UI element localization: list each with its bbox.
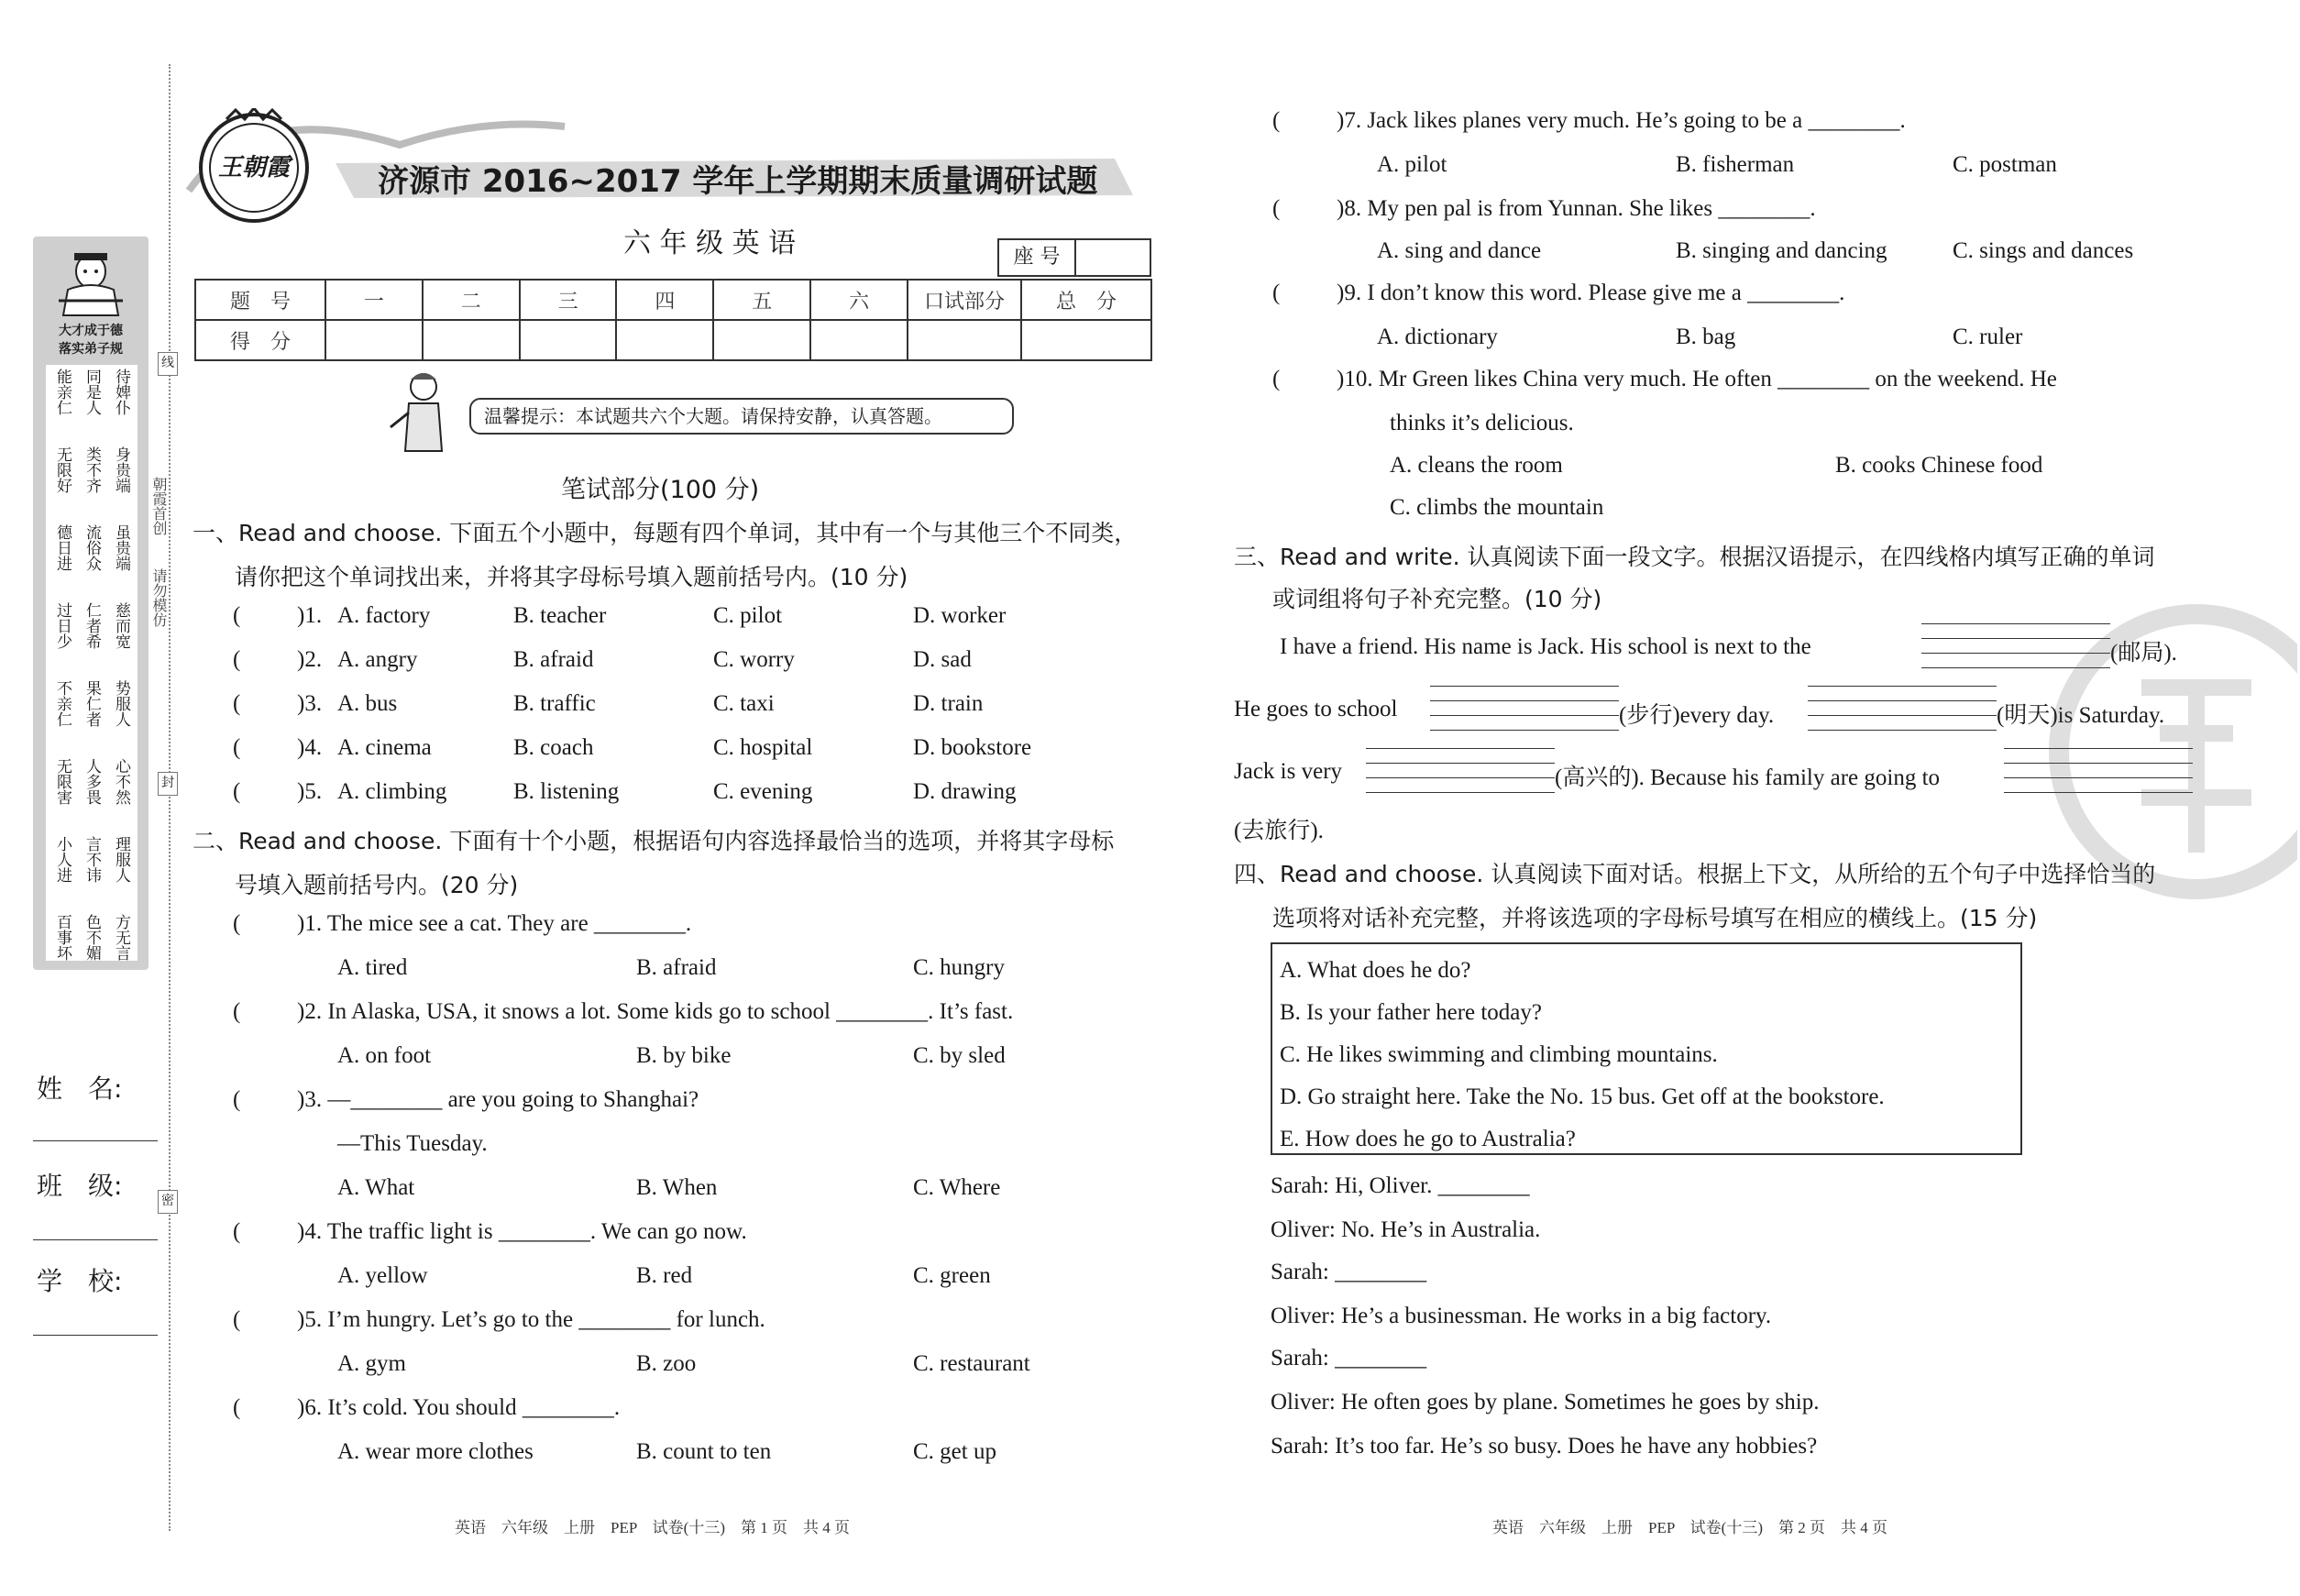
proverb-col: 方无言 xyxy=(113,914,130,961)
s2-q5-c[interactable]: C. restaurant xyxy=(913,1351,1030,1376)
motto-top-2: 落实弟子规 xyxy=(59,342,123,357)
s2-question-2: ( )2. In Alaska, USA, it snows a lot. Some kids go to school ________. It’s fast. xyxy=(233,999,1014,1024)
proverb-col: 心不然 xyxy=(113,758,130,805)
s1-question-5: ( )5. xyxy=(233,779,323,804)
s4-dialogue-line-5: Sarah: ________ xyxy=(1271,1346,1427,1370)
s4-option-b: B. Is your father here today? xyxy=(1280,1000,1542,1025)
score-header-cell: 总 分 xyxy=(1021,280,1151,320)
proverb-col: 慈而宽 xyxy=(113,602,130,649)
subject-title: 六 年 级 英 语 xyxy=(623,227,797,259)
section4-heading: 四、Read and choose. 认真阅读下面对话。根据上下文，从所给的五个句子中选择恰当的 xyxy=(1234,861,2156,887)
section3-heading: 三、Read and write. 认真阅读下面一段文字。根据汉语提示，在四线格内填写正确的单词 xyxy=(1234,544,2155,570)
proverb-col: 过日少 xyxy=(54,602,72,649)
score-cell[interactable] xyxy=(616,320,713,360)
s4-options-box xyxy=(1271,942,2022,1155)
s2-q4-a[interactable]: A. yellow xyxy=(337,1263,428,1288)
proverb-col: 色不媚 xyxy=(83,914,101,961)
s2-stem: )9. I don’t know this word. Please give me a ________. xyxy=(1337,281,1845,305)
s2-stem: )1. The mice see a cat. They are ________. xyxy=(297,911,692,936)
s2-q6-b[interactable]: B. count to ten xyxy=(636,1439,772,1464)
s4-option-d: D. Go straight here. Take the No. 15 bus. Get off at the bookstore. xyxy=(1280,1084,1885,1109)
fold-mark-3: 密 xyxy=(158,1190,178,1214)
s1-num: )3. xyxy=(297,691,323,716)
section1-heading-2: 请你把这个单词找出来，并将其字母标号填入题前括号内。(10 分) xyxy=(235,564,908,590)
s2-question-5: ( )5. I’m hungry. Let’s go to the ________ for lunch. xyxy=(233,1307,765,1332)
score-table-score-row xyxy=(195,320,1151,360)
s2-q3-b[interactable]: B. When xyxy=(636,1175,718,1200)
proverb-col: 果仁者 xyxy=(83,680,101,727)
s1-question-2: ( )2. xyxy=(233,647,323,672)
s1-num: )2. xyxy=(297,647,323,672)
s2-q6-a[interactable]: A. wear more clothes xyxy=(337,1439,534,1464)
motto-top: 大才成于德 xyxy=(59,324,123,338)
s2-q10-c[interactable]: C. climbs the mountain xyxy=(1390,495,1604,520)
s3-writing-grid-2[interactable] xyxy=(1430,686,1619,732)
s2-stem: )3. —________ are you going to Shanghai? xyxy=(297,1087,699,1112)
s2-stem: )7. Jack likes planes very much. He’s going to be a ________. xyxy=(1337,108,1906,133)
tip-bubble xyxy=(469,398,1014,435)
s1-num: )5. xyxy=(297,779,323,804)
s2-q1-a[interactable]: A. tired xyxy=(337,955,408,980)
score-header-cell: 一 xyxy=(325,280,423,320)
seal-side-line-1: 朝霞首创 xyxy=(150,477,166,535)
s2-question-4: ( )4. The traffic light is ________. We can go now. xyxy=(233,1219,747,1244)
name-label: 姓 名: xyxy=(37,1073,123,1104)
s3-hint-4: (高兴的). Because his family are going to xyxy=(1555,765,1941,790)
seat-number-field[interactable] xyxy=(1076,240,1150,275)
section2-heading-2: 号填入题前括号内。(20 分) xyxy=(235,872,519,898)
s3-hint-5: (去旅行). xyxy=(1234,819,1324,843)
s1-q3-b[interactable]: B. traffic xyxy=(513,691,596,716)
s2-q1-b[interactable]: B. afraid xyxy=(636,955,717,980)
logo-badge xyxy=(194,108,314,227)
s4-dialogue-line-1: Sarah: Hi, Oliver. ________ xyxy=(1271,1173,1530,1198)
s3-line3-text: Jack is very xyxy=(1234,759,1343,784)
s2-q2-a[interactable]: A. on foot xyxy=(337,1043,432,1068)
s2-q8-b[interactable]: B. singing and dancing xyxy=(1676,238,1887,263)
score-cell[interactable] xyxy=(520,320,617,360)
score-cell[interactable] xyxy=(325,320,423,360)
score-header-cell: 六 xyxy=(810,280,908,320)
score-row-label: 得 分 xyxy=(195,320,325,360)
s2-question-3: ( )3. —________ are you going to Shanghai? xyxy=(233,1087,699,1112)
s2-q1-c[interactable]: C. hungry xyxy=(913,955,1005,980)
s2-q6-c[interactable]: C. get up xyxy=(913,1439,996,1464)
proverb-col: 能亲仁 xyxy=(54,369,72,415)
s2-q4-c[interactable]: C. green xyxy=(913,1263,991,1288)
score-header-cell: 四 xyxy=(616,280,713,320)
score-header-cell: 二 xyxy=(423,280,520,320)
fold-mark-2: 封 xyxy=(158,772,178,796)
s1-q3-c[interactable]: C. taxi xyxy=(713,691,775,716)
section3-heading-2: 或词组将句子补充完整。(10 分) xyxy=(1272,586,1602,612)
s2-q10-b[interactable]: B. cooks Chinese food xyxy=(1835,453,2043,478)
proverb-grid xyxy=(46,365,138,961)
proverb-col: 虽贵端 xyxy=(113,524,130,571)
proverb-col: 言不讳 xyxy=(83,836,101,883)
s1-q5-c[interactable]: C. evening xyxy=(713,779,813,804)
class-field[interactable] xyxy=(33,1239,158,1240)
s3-hint-1: (邮局). xyxy=(2110,641,2177,666)
s2-question-1: ( )1. The mice see a cat. They are ________. xyxy=(233,911,692,936)
s4-option-e: E. How does he go to Australia? xyxy=(1280,1127,1576,1151)
s1-q4-b[interactable]: B. coach xyxy=(513,735,594,760)
proverb-col: 人多畏 xyxy=(83,758,101,805)
scholar-illustration xyxy=(50,244,132,317)
s2-stem: )2. In Alaska, USA, it snows a lot. Some kids go to school ________. It’s fast. xyxy=(297,999,1014,1024)
s2-question-6: ( )6. It’s cold. You should ________. xyxy=(233,1395,621,1420)
s4-option-a: A. What does he do? xyxy=(1280,958,1471,983)
s3-line1-text: I have a friend. His name is Jack. His school is next to the xyxy=(1280,634,1811,659)
school-field[interactable] xyxy=(33,1335,158,1336)
s1-num: )1. xyxy=(297,603,323,628)
s3-writing-grid-3[interactable] xyxy=(1808,686,1997,732)
motto-panel xyxy=(33,237,149,970)
s4-dialogue-line-2: Oliver: No. He’s in Australia. xyxy=(1271,1217,1541,1242)
seal-side-text xyxy=(147,477,167,535)
proverb-col: 待婢仆 xyxy=(113,369,130,415)
s2-question-9: ( )9. I don’t know this word. Please give me a ________. xyxy=(1272,281,1845,305)
s1-q5-b[interactable]: B. listening xyxy=(513,779,620,804)
score-header-cell: 口试部分 xyxy=(908,280,1021,320)
s2-q4-b[interactable]: B. red xyxy=(636,1263,693,1288)
tip-text: 温馨提示：本试题共六个大题。请保持安静，认真答题。 xyxy=(484,405,942,427)
s1-q2-b[interactable]: B. afraid xyxy=(513,647,594,672)
proverb-col: 流俗众 xyxy=(83,524,101,571)
binding-line xyxy=(169,64,171,1531)
s1-question-4: ( )4. xyxy=(233,735,323,760)
proverb-col: 类不齐 xyxy=(83,446,101,493)
s2-q5-b[interactable]: B. zoo xyxy=(636,1351,697,1376)
s2-q8-a[interactable]: A. sing and dance xyxy=(1377,238,1542,263)
section4-heading-2: 选项将对话补充完整，并将该选项的字母标号填写在相应的横线上。(15 分) xyxy=(1272,905,2038,931)
s1-q2-d[interactable]: D. sad xyxy=(913,647,972,672)
proverb-col: 同是人 xyxy=(83,369,101,415)
s4-dialogue-line-6: Oliver: He often goes by plane. Sometimes he goes by ship. xyxy=(1271,1390,1820,1414)
exam-title: 济源市 2016~2017 学年上学期期末质量调研试题 xyxy=(378,163,1098,200)
s1-q1-d[interactable]: D. worker xyxy=(913,603,1007,628)
s2-q9-b[interactable]: B. bag xyxy=(1676,325,1736,349)
s3-hint-3: (明天)is Saturday. xyxy=(1997,703,2165,728)
s1-q3-d[interactable]: D. train xyxy=(913,691,984,716)
s4-dialogue-line-4: Oliver: He’s a businessman. He works in a big factory. xyxy=(1271,1304,1772,1328)
s2-q10-a[interactable]: A. cleans the room xyxy=(1390,453,1563,478)
s2-stem: )6. It’s cold. You should ________. xyxy=(297,1395,621,1420)
s2-stem: )4. The traffic light is ________. We can go now. xyxy=(297,1219,747,1244)
score-cell[interactable] xyxy=(713,320,810,360)
s1-q4-c[interactable]: C. hospital xyxy=(713,735,813,760)
s1-q4-a[interactable]: A. cinema xyxy=(337,735,432,760)
s2-stem: )10. Mr Green likes China very much. He often ________ on the weekend. He xyxy=(1337,367,2057,391)
footer-left: 英语 六年级 上册 PEP 试卷(十三) 第 1 页 共 4 页 xyxy=(455,1519,850,1536)
score-header-cell: 题 号 xyxy=(195,280,325,320)
s1-q1-b[interactable]: B. teacher xyxy=(513,603,607,628)
s2-q7-a[interactable]: A. pilot xyxy=(1377,152,1447,177)
fold-mark-1: 线 xyxy=(158,352,178,376)
s4-dialogue-line-7: Sarah: It’s too far. He’s so busy. Does he have any hobbies? xyxy=(1271,1434,1818,1458)
s1-q1-c[interactable]: C. pilot xyxy=(713,603,783,628)
s1-question-1: ( )1. xyxy=(233,603,323,628)
s2-q2-c[interactable]: C. by sled xyxy=(913,1043,1006,1068)
s1-q2-a[interactable]: A. angry xyxy=(337,647,418,672)
seal-side-line-2: 请勿模仿 xyxy=(150,568,166,627)
proverb-col: 无限好 xyxy=(54,446,72,493)
class-label: 班 级: xyxy=(37,1171,123,1201)
s2-question-3-line2: —This Tuesday. xyxy=(337,1131,488,1156)
s2-stem: )5. I’m hungry. Let’s go to the ________ for lunch. xyxy=(297,1307,765,1332)
s4-dialogue-line-3: Sarah: ________ xyxy=(1271,1260,1427,1284)
s2-q3-a[interactable]: A. What xyxy=(337,1175,415,1200)
written-part-title: 笔试部分(100 分) xyxy=(561,476,760,504)
s3-line2-text: He goes to school xyxy=(1234,697,1398,721)
s2-q9-c[interactable]: C. ruler xyxy=(1953,325,2023,349)
score-cell[interactable] xyxy=(810,320,908,360)
s2-q8-c[interactable]: C. sings and dances xyxy=(1953,238,2134,263)
s1-question-3: ( )3. xyxy=(233,691,323,716)
s2-question-7: ( )7. Jack likes planes very much. He’s going to be a ________. xyxy=(1272,108,1906,133)
s2-stem: )8. My pen pal is from Yunnan. She likes ________. xyxy=(1337,196,1816,221)
s4-option-c: C. He likes swimming and climbing mountains. xyxy=(1280,1042,1718,1067)
s3-hint-2: (步行)every day. xyxy=(1619,703,1775,728)
score-header-cell: 三 xyxy=(520,280,617,320)
s1-q1-a[interactable]: A. factory xyxy=(337,603,431,628)
watermark-seal-icon xyxy=(2022,587,2297,917)
score-cell[interactable] xyxy=(908,320,1021,360)
section2-heading: 二、Read and choose. 下面有十个小题，根据语句内容选择最恰当的选项，并将其字母标 xyxy=(193,828,1115,854)
s2-question-10: ( )10. Mr Green likes China very much. He often ________ on the weekend. He xyxy=(1272,367,2057,391)
seat-box xyxy=(997,238,1151,277)
s2-question-10-line2: thinks it’s delicious. xyxy=(1390,411,1574,435)
score-table xyxy=(194,279,1152,361)
s2-q2-b[interactable]: B. by bike xyxy=(636,1043,732,1068)
proverb-col: 百事坏 xyxy=(54,914,72,961)
score-cell[interactable] xyxy=(423,320,520,360)
seal-side-text-2 xyxy=(147,568,167,627)
s2-q9-a[interactable]: A. dictionary xyxy=(1377,325,1498,349)
proverb-col: 不亲仁 xyxy=(54,680,72,727)
seat-label: 座 号 xyxy=(999,240,1076,275)
proverb-col: 仁者希 xyxy=(83,602,101,649)
s1-q4-d[interactable]: D. bookstore xyxy=(913,735,1032,760)
proverb-col: 小人进 xyxy=(54,836,72,883)
proverb-col: 德日进 xyxy=(54,524,72,571)
footer-right: 英语 六年级 上册 PEP 试卷(十三) 第 2 页 共 4 页 xyxy=(1492,1519,1887,1536)
proverb-col: 身贵端 xyxy=(113,446,130,493)
s3-writing-grid-4[interactable] xyxy=(1366,748,1555,794)
s2-q7-c[interactable]: C. postman xyxy=(1953,152,2057,177)
s1-num: )4. xyxy=(297,735,323,760)
school-label: 学 校: xyxy=(37,1266,123,1296)
score-header-cell: 五 xyxy=(713,280,810,320)
s2-question-8: ( )8. My pen pal is from Yunnan. She likes ________. xyxy=(1272,196,1816,221)
logo-text: 王朝霞 xyxy=(217,154,290,181)
s1-q2-c[interactable]: C. worry xyxy=(713,647,795,672)
proverb-col: 理服人 xyxy=(113,836,130,883)
name-field[interactable] xyxy=(33,1140,158,1141)
s1-q3-a[interactable]: A. bus xyxy=(337,691,398,716)
s2-q7-b[interactable]: B. fisherman xyxy=(1676,152,1795,177)
s1-q5-a[interactable]: A. climbing xyxy=(337,779,447,804)
section1-heading: 一、Read and choose. 下面五个小题中，每题有四个单词，其中有一个与其他三个不同类， xyxy=(193,520,1138,546)
tip-figure-icon xyxy=(385,367,458,458)
s1-q5-d[interactable]: D. drawing xyxy=(913,779,1017,804)
s2-q3-c[interactable]: C. Where xyxy=(913,1175,1001,1200)
proverb-col: 无限害 xyxy=(54,758,72,805)
score-table-header-row xyxy=(195,280,1151,320)
s2-q5-a[interactable]: A. gym xyxy=(337,1351,406,1376)
score-cell[interactable] xyxy=(1021,320,1151,360)
proverb-col: 势服人 xyxy=(113,680,130,727)
